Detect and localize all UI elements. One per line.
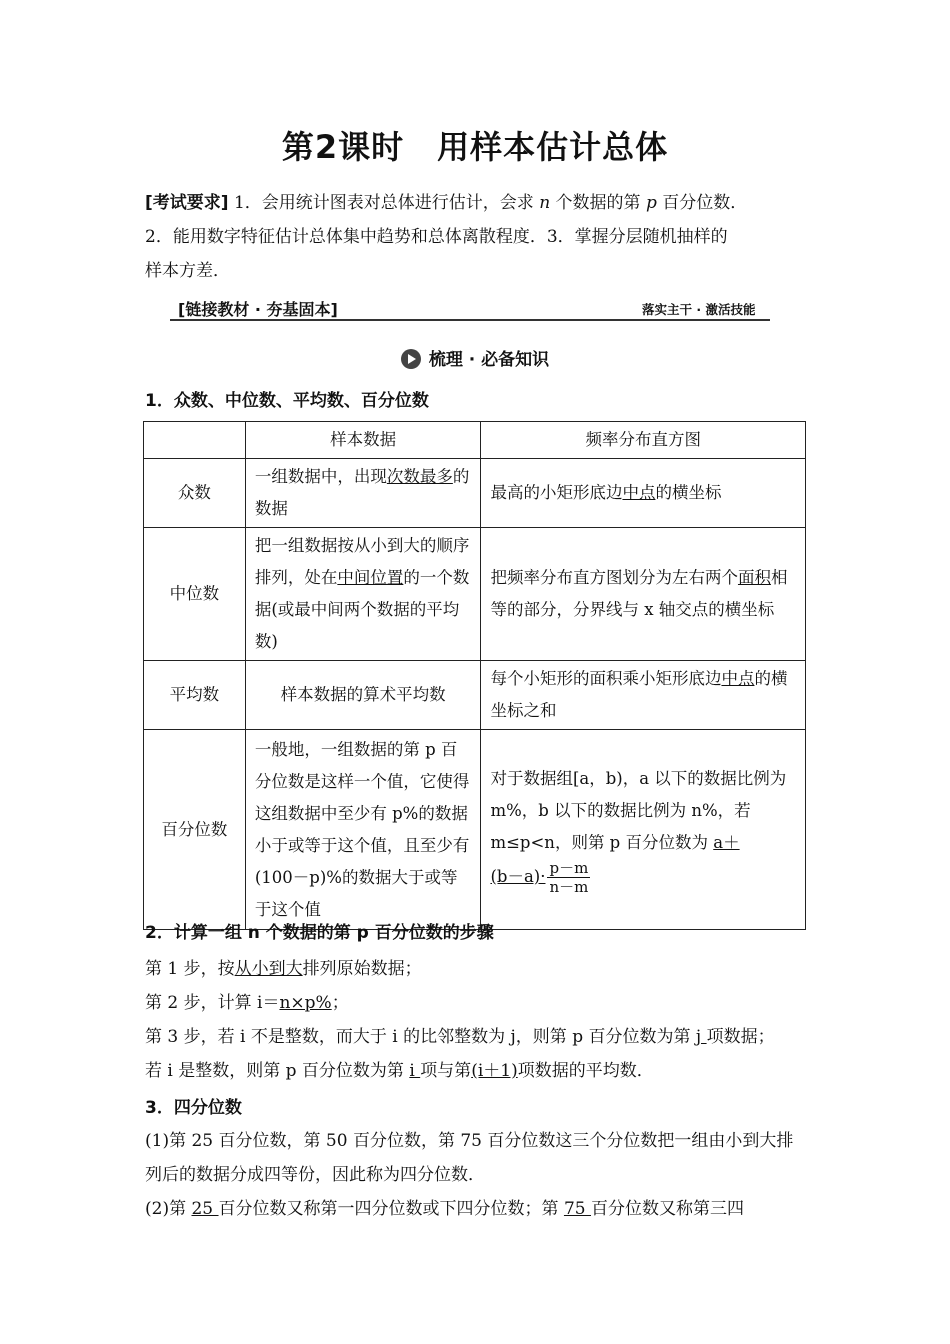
table-row — [144, 459, 806, 528]
cell-text: 的横坐标 — [655, 483, 722, 502]
quartile-text: 百分位数又称第三四 — [590, 1199, 744, 1219]
step-4 — [145, 1054, 810, 1088]
heading-3: 3．四分位数 — [145, 1098, 242, 1118]
section-head-text: 梳理 · 必备知识 — [428, 350, 550, 370]
step-text: 排列原始数据； — [302, 959, 422, 979]
heading-1: 1．众数、中位数、平均数、百分位数 — [145, 391, 429, 411]
row-label: 平均数 — [144, 661, 246, 730]
step-underline: (i＋1) — [471, 1061, 518, 1081]
cell-text: 把一组数据按从小到大的顺序排列，处在 — [254, 536, 470, 587]
step-text: 第 2 步，计算 i＝ — [145, 993, 280, 1013]
table-row — [144, 730, 806, 930]
step-text: ； — [331, 993, 349, 1013]
step-underline: i — [409, 1061, 421, 1081]
step-text: 第 1 步，按 — [145, 959, 235, 979]
banner-divider — [170, 319, 770, 321]
table-row — [144, 661, 806, 730]
cell-underline: 中间位置 — [337, 568, 404, 587]
step-underline: 从小到大 — [234, 959, 303, 979]
step-text: 项数据的平均数． — [517, 1061, 654, 1081]
heading-2: 2．计算一组 n 个数据的第 p 百分位数的步骤 — [145, 923, 494, 943]
quartile-p2 — [145, 1192, 810, 1226]
requirements-tag: [考试要求] — [145, 193, 229, 213]
quartile-underline: 75 — [563, 1199, 591, 1219]
cell-text: 的横坐标之和 — [490, 669, 788, 720]
exam-requirements — [145, 186, 810, 288]
quartile-text: (2)第 — [145, 1199, 192, 1219]
step-2 — [145, 986, 810, 1020]
row-label: 百分位数 — [144, 730, 246, 930]
banner-right: 落实主干 · 激活技能 — [642, 302, 756, 317]
row-label: 众数 — [144, 459, 246, 528]
banner-left: [链接教材 · 夯基固本] — [178, 300, 338, 319]
step-text: 第 3 步，若 i 不是整数，而大于 i 的比邻整数为 j，则第 p 百分位数为第 — [145, 1027, 696, 1047]
requirements-part1c: 百分位数． — [656, 193, 748, 213]
table-cell — [245, 528, 481, 661]
cell-text: 的数据 — [254, 467, 470, 518]
page-title: 第2课时 用样本估计总体 — [281, 128, 669, 166]
var-p: p — [645, 193, 657, 213]
requirements-line3: 样本方差． — [145, 261, 230, 281]
table-cell: 样本数据的算术平均数 — [245, 661, 481, 730]
var-n: n — [539, 193, 551, 213]
cell-text: 的一个数据(或最中间两个数据的平均数) — [254, 568, 470, 651]
requirements-line2: 2．能用数字特征估计总体集中趋势和总体离散程度．3．掌握分层随机抽样的 — [145, 227, 728, 247]
steps-block — [145, 952, 810, 1088]
table-cell — [144, 422, 246, 459]
requirements-part1b: 个数据的第 — [550, 193, 646, 213]
cell-underline: 中点 — [622, 483, 656, 502]
cell-text: 最高的小矩形底边 — [490, 483, 623, 502]
quartile-text: 百分位数又称第一四分位数或下四分位数；第 — [218, 1199, 564, 1219]
table-cell: 一般地，一组数据的第 p 百分位数是这样一个值，它使得这组数据中至少有 p%的数据小于或等于这个值，且至少有(100－p)%的数据大于或等于这个值 — [245, 730, 481, 930]
table-row — [144, 528, 806, 661]
step-3 — [145, 1020, 810, 1054]
section-head — [0, 345, 950, 370]
cell-underline: (b－a)· — [490, 867, 546, 886]
table-cell — [481, 528, 806, 661]
fraction-denominator: n－m — [549, 878, 589, 896]
table-cell — [245, 459, 481, 528]
step-text: 项与第 — [420, 1061, 472, 1081]
table-header: 样本数据 — [245, 422, 481, 459]
fraction — [547, 859, 590, 896]
cell-text: 一组数据中，出现 — [254, 467, 387, 486]
statistics-table — [143, 421, 806, 930]
step-text: 项数据； — [706, 1027, 775, 1047]
step-underline: n×p% — [279, 993, 332, 1013]
fraction-numerator: p－m — [547, 859, 590, 878]
cell-text: 每个小矩形的面积乘小矩形底边 — [490, 669, 722, 688]
table-header-row — [144, 422, 806, 459]
cell-text: 相等的部分，分界线与 x 轴交点的横坐标 — [490, 568, 788, 619]
row-label: 中位数 — [144, 528, 246, 661]
step-1 — [145, 952, 810, 986]
play-icon — [401, 349, 421, 369]
quartile-p1: (1)第 25 百分位数，第 50 百分位数，第 75 百分位数这三个分位数把一组由小到大排列后的数据分成四等份，因此称为四分位数． — [145, 1131, 794, 1185]
quartile-block — [145, 1124, 810, 1226]
table-cell — [481, 459, 806, 528]
cell-text: 对于数据组[a，b)，a 以下的数据比例为 m%，b 以下的数据比例为 n%，若 m≤p<n，则第 p 百分位数为 — [490, 769, 787, 852]
table-header: 频率分布直方图 — [481, 422, 806, 459]
cell-underline: 中点 — [721, 669, 755, 688]
table-cell — [481, 730, 806, 930]
cell-underline: 次数最多 — [386, 467, 453, 486]
quartile-underline: 25 — [191, 1199, 219, 1219]
cell-underline: 面积 — [737, 568, 771, 587]
requirements-part1a: 1．会用统计图表对总体进行估计，会求 — [233, 193, 540, 213]
table-cell — [481, 661, 806, 730]
step-text: 若 i 是整数，则第 p 百分位数为第 — [145, 1061, 410, 1081]
cell-underline: a＋ — [713, 833, 740, 852]
cell-text: 把频率分布直方图划分为左右两个 — [490, 568, 738, 587]
step-underline: j — [695, 1027, 707, 1047]
